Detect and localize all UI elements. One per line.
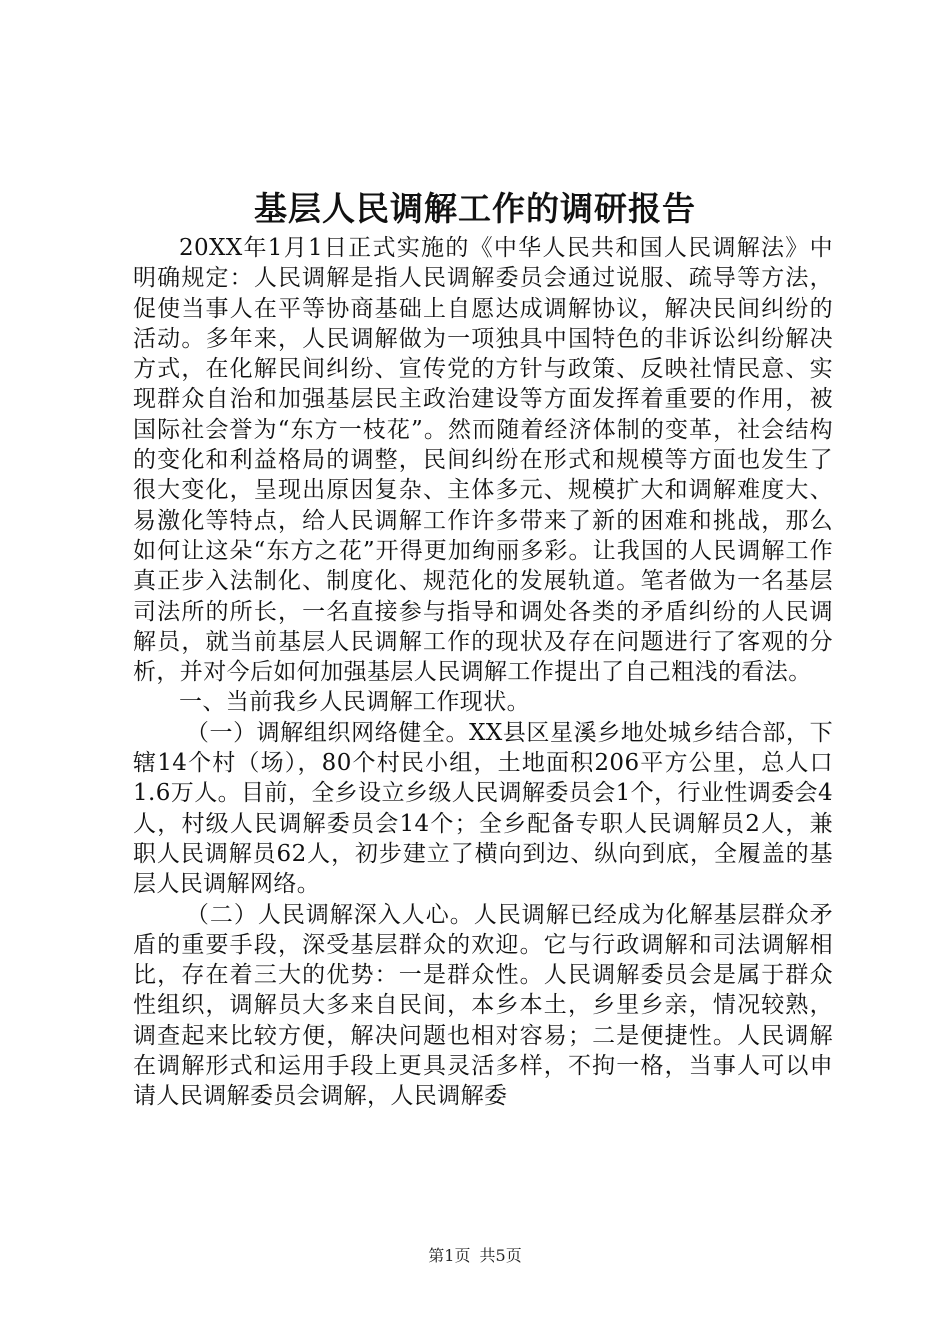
page-footer [0,1246,950,1266]
document-body [133,233,833,1112]
subsection-paragraph-2: （二）人民调解深入人心。人民调解已经成为化解基层群众矛盾的重要手段，深受基层群众的欢迎。它与行政调解和司法调解相比，存在着三大的优势：一是群众性。人民调解委员会是属于群众性组织，调解员大多来自民间，本乡本土，乡里乡亲，情况较熟，调查起来比较方便，解决问题也相对容易；二是便捷性。人民调解在调解形式和运用手段上更具灵活多样，不拘一格，当事人可以申请人民调解委员会调解，人民调解委 [133,901,833,1110]
subsection-paragraph-1: （一）调解组织网络健全。XX县区星溪乡地处城乡结合部，下辖14个村（场），80个村民小组，土地面积206平方公里，总人口1.6万人。目前，全乡设立乡级人民调解委员会1个，行业性调委会4人，村级人民调解委员会14个；全乡配备专职人民调解员2人，兼职人民调解员62人，初步建立了横向到边、纵向到底，全履盖的基层人民调解网络。 [133,719,833,898]
page-number: 第1页 [428,1246,471,1265]
document-title: 基层人民调解工作的调研报告 [254,189,696,228]
section-heading: 一、当前我乡人民调解工作现状。 [179,689,530,716]
page-total: 共5页 [479,1246,522,1265]
intro-paragraph: 20XX年1月1日正式实施的《中华人民共和国人民调解法》中明确规定：人民调解是指人民调解委员会通过说服、疏导等方法，促使当事人在平等协商基础上自愿达成调解协议，解决民间纠纷的活动。多年来，人民调解做为一项独具中国特色的非诉讼纠纷解决方式，在化解民间纠纷、宣传党的方针与政策、反映社情民意、实现群众自治和加强基层民主政治建设等方面发挥着重要的作用，被国际社会誉为“东方一枝花”。然而随着经济体制的变革，社会结构的变化和利益格局的调整，民间纠纷在形式和规模等方面也发生了很大变化，呈现出原因复杂、主体多元、规模扩大和调解难度大、易激化等特点，给人民调解工作许多带来了新的困难和挑战，那么如何让这朵“东方之花”开得更加绚丽多彩。让我国的人民调解工作真正步入法制化、制度化、规范化的发展轨道。笔者做为一名基层司法所的所长，一名直接参与指导和调处各类的矛盾纠纷的人民调解员，就当前基层人民调解工作的现状及存在问题进行了客观的分析，并对今后如何加强基层人民调解工作提出了自己粗浅的看法。 [133,235,833,686]
